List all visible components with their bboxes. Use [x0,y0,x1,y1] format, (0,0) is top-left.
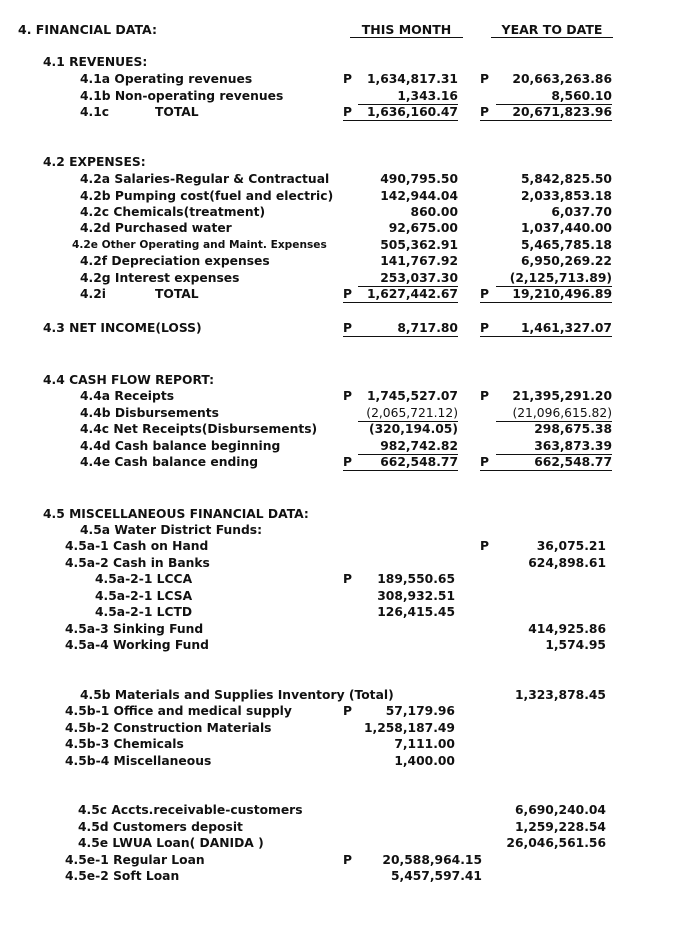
revenue-month-value: 1,634,817.31 [366,72,458,86]
currency-symbol: P [343,853,353,867]
currency-symbol: P [343,704,353,718]
column-header-this-month: THIS MONTH [350,22,463,38]
revenues-title: 4.1 REVENUES: [43,55,148,69]
cash-flow-label: 4.4c Net Receipts(Disbursements) [80,422,318,436]
lwua-loan-value: 26,046,561.56 [506,836,606,850]
cash-in-banks-label: 4.5a-2 Cash in Banks [65,556,210,570]
cash-balance-ending-ytd: 662,548.77 [480,455,612,471]
currency-symbol: P [343,389,353,403]
cash-flow-month-value: (320,194.05) [368,422,458,436]
currency-symbol: P [343,321,353,335]
inventory-item-value: 1,400.00 [394,754,455,768]
inventory-item-label: 4.5b-3 Chemicals [65,737,184,751]
section-title: 4. FINANCIAL DATA: [18,22,157,37]
expense-label: 4.2f Depreciation expenses [80,254,270,268]
cash-flow-label: 4.4a Receipts [80,389,175,403]
expense-ytd-value: 1,037,440.00 [520,221,612,235]
bank-account-value: 189,550.65 [377,572,455,586]
customers-deposit-value: 1,259,228.54 [514,820,606,834]
expense-ytd-value: 6,950,269.22 [520,254,612,268]
column-header-year-to-date: YEAR TO DATE [491,22,613,38]
cash-flow-ytd-value: 298,675.38 [534,422,612,436]
revenue-total-label: TOTAL [155,105,199,119]
sinking-fund-label: 4.5a-3 Sinking Fund [65,622,204,636]
expense-total-code: 4.2i [80,287,106,301]
working-fund-value: 1,574.95 [545,638,606,652]
cash-in-banks-value: 624,898.61 [528,556,606,570]
soft-loan-label: 4.5e-2 Soft Loan [65,869,180,883]
soft-loan-value: 5,457,597.41 [390,869,482,883]
revenue-total-month: 1,636,160.47 [343,105,458,121]
cash-on-hand-value: 36,075.21 [536,539,606,553]
expense-month-value: 505,362.91 [380,238,458,252]
net-income-month: 8,717.80 [343,321,458,337]
inventory-total-label: 4.5b Materials and Supplies Inventory (Total) [80,688,394,702]
working-fund-label: 4.5a-4 Working Fund [65,638,209,652]
expense-month-value: 92,675.00 [388,221,458,235]
revenue-label: 4.1b Non-operating revenues [80,89,284,103]
bank-account-label: 4.5a-2-1 LCTD [95,605,193,619]
expense-month-value: 253,037.30 [358,271,458,287]
inventory-item-value: 57,179.96 [385,704,455,718]
expenses-title: 4.2 EXPENSES: [43,155,146,169]
revenue-label: 4.1a Operating revenues [80,72,253,86]
bank-account-label: 4.5a-2-1 LCCA [95,572,193,586]
expense-total-month: 1,627,442.67 [343,287,458,303]
inventory-item-label: 4.5b-4 Miscellaneous [65,754,212,768]
currency-symbol: P [480,455,490,469]
cash-flow-title: 4.4 CASH FLOW REPORT: [43,373,215,387]
expense-label: 4.2b Pumping cost(fuel and electric) [80,189,334,203]
lwua-loan-label: 4.5e LWUA Loan( DANIDA ) [78,836,264,850]
expense-ytd-value: 5,842,825.50 [520,172,612,186]
cash-flow-month-value: 982,742.82 [358,439,458,455]
expense-month-value: 860.00 [410,205,458,219]
bank-account-value: 126,415.45 [377,605,455,619]
expense-total-ytd: 19,210,496.89 [480,287,612,303]
cash-on-hand-label: 4.5a-1 Cash on Hand [65,539,209,553]
currency-symbol: P [343,455,353,469]
currency-symbol: P [343,572,353,586]
inventory-item-label: 4.5b-1 Office and medical supply [65,704,292,718]
cash-flow-label: 4.4d Cash balance beginning [80,439,281,453]
revenue-total-code: 4.1c [80,105,110,119]
expense-ytd-value: 5,465,785.18 [520,238,612,252]
expense-month-value: 142,944.04 [380,189,458,203]
expense-label: 4.2c Chemicals(treatment) [80,205,266,219]
cash-flow-month-value: (2,065,721.12) [358,406,458,422]
regular-loan-value: 20,588,964.15 [382,853,482,867]
inventory-item-value: 7,111.00 [394,737,455,751]
regular-loan-label: 4.5e-1 Regular Loan [65,853,205,867]
expense-total-label: TOTAL [155,287,199,301]
cash-flow-ytd-value: (21,096,615.82) [496,406,612,422]
expense-label: 4.2a Salaries-Regular & Contractual [80,172,330,186]
revenue-ytd-value: 20,663,263.86 [512,72,612,86]
cash-flow-label: 4.4e Cash balance ending [80,455,259,469]
funds-title: 4.5a Water District Funds: [80,523,263,537]
customers-deposit-label: 4.5d Customers deposit [78,820,243,834]
cash-flow-ytd-value: 21,395,291.20 [512,389,612,403]
receivables-label: 4.5c Accts.receivable-customers [78,803,303,817]
cash-balance-ending-month: 662,548.77 [343,455,458,471]
cash-flow-ytd-value: 363,873.39 [496,439,612,455]
expense-month-value: 141,767.92 [380,254,458,268]
expense-ytd-value: (2,125,713.89) [496,271,612,287]
currency-symbol: P [343,287,353,301]
currency-symbol: P [480,287,490,301]
currency-symbol: P [480,389,490,403]
currency-symbol: P [343,72,353,86]
expense-label: 4.2e Other Operating and Maint. Expenses [72,239,327,251]
expense-month-value: 490,795.50 [380,172,458,186]
expense-ytd-value: 6,037.70 [551,205,612,219]
inventory-total-value: 1,323,878.45 [514,688,606,702]
net-income-ytd: 1,461,327.07 [480,321,612,337]
revenue-month-value: 1,343.16 [358,89,458,105]
bank-account-label: 4.5a-2-1 LCSA [95,589,193,603]
bank-account-value: 308,932.51 [377,589,455,603]
revenue-total-ytd: 20,671,823.96 [480,105,612,121]
net-income-label: 4.3 NET INCOME(LOSS) [43,321,202,335]
currency-symbol: P [343,105,353,119]
sinking-fund-value: 414,925.86 [528,622,606,636]
cash-flow-label: 4.4b Disbursements [80,406,219,420]
receivables-value: 6,690,240.04 [514,803,606,817]
currency-symbol: P [480,72,490,86]
inventory-item-label: 4.5b-2 Construction Materials [65,721,272,735]
revenue-ytd-value: 8,560.10 [496,89,612,105]
inventory-item-value: 1,258,187.49 [363,721,455,735]
currency-symbol: P [480,321,490,335]
expense-label: 4.2d Purchased water [80,221,232,235]
currency-symbol: P [480,105,490,119]
expense-label: 4.2g Interest expenses [80,271,240,285]
misc-title: 4.5 MISCELLANEOUS FINANCIAL DATA: [43,507,309,521]
currency-symbol: P [480,539,490,553]
cash-flow-month-value: 1,745,527.07 [366,389,458,403]
expense-ytd-value: 2,033,853.18 [520,189,612,203]
